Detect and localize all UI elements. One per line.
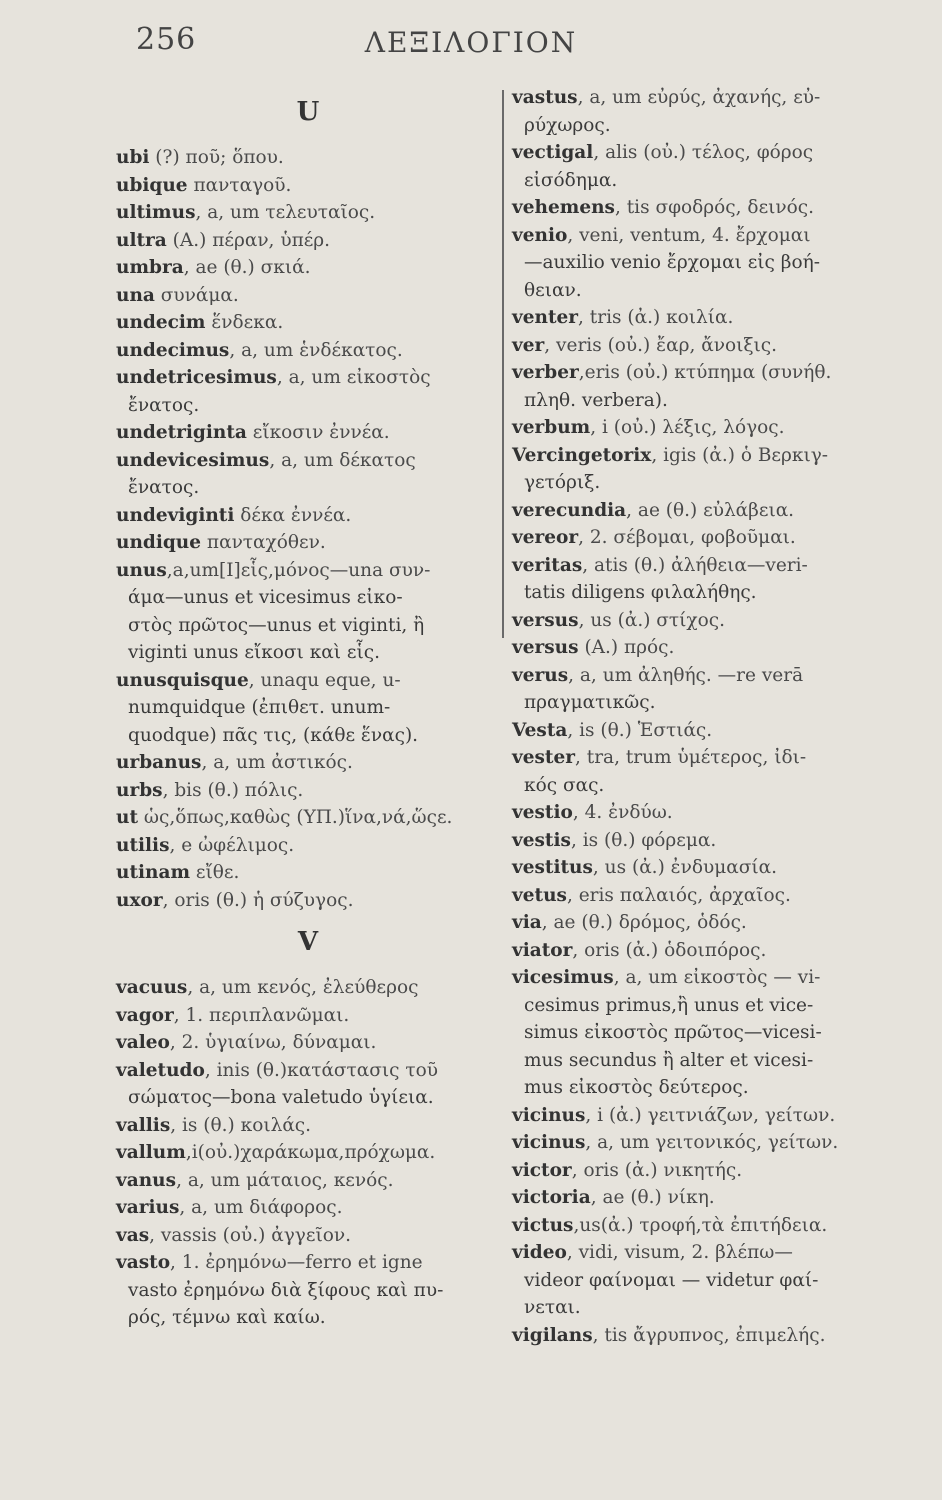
definition: (A.) πέραν, ὑπέρ. (166, 229, 331, 251)
definition-continuation: ρύχωρος. (524, 114, 611, 136)
headword: unusquisque (116, 669, 249, 691)
headword: unus (116, 559, 167, 581)
dictionary-entry (116, 777, 500, 805)
dictionary-entry (512, 1157, 907, 1185)
definition: , vidi, visum, 2. βλέπω— (566, 1242, 793, 1263)
definition: , a, um εἰκοστὸς — vi- (613, 967, 821, 988)
definition-continuation: πραγματικῶς. (524, 692, 656, 713)
dictionary-entry (116, 502, 500, 530)
headword: undeviginti (116, 504, 235, 526)
dictionary-entry (512, 827, 907, 855)
headword: ut (116, 807, 138, 828)
definition: , tis ἄγρυπνος, ἐπιμελής. (592, 1324, 826, 1346)
dictionary-entry (116, 557, 500, 667)
dictionary-entry (116, 887, 500, 915)
headword: vas (116, 1224, 150, 1246)
headword: veritas (512, 554, 583, 576)
definition: ,us(ἀ.) τροφή,τὰ ἐπιτήδεια. (573, 1214, 828, 1236)
dictionary-entry (116, 172, 500, 200)
dictionary-entry (512, 1102, 907, 1130)
dictionary-entry (116, 447, 500, 502)
definition: , us (ἀ.) στίχος. (578, 609, 726, 631)
dictionary-entry (512, 909, 907, 937)
headword: vicinus (512, 1132, 586, 1153)
dictionary-entry (512, 414, 907, 442)
definition: , a, um εἰκοστὸς (276, 367, 431, 388)
headword: vereor (512, 527, 579, 548)
dictionary-entry (116, 144, 500, 172)
definition: εἴθε. (190, 862, 240, 883)
definition: , a, um ἀληθής. —re verā (568, 664, 804, 686)
definition: , bis (θ.) πόλις. (162, 779, 304, 801)
headword: ubi (116, 147, 150, 168)
dictionary-entry (116, 859, 500, 887)
definition: συνάμα. (154, 284, 239, 306)
headword: verbum (512, 417, 591, 438)
dictionary-entry (116, 974, 500, 1002)
headword: vacuus (116, 977, 188, 998)
definition-continuation: ἔνατος. (128, 394, 200, 416)
dictionary-entry (116, 1112, 500, 1140)
dictionary-entry (116, 832, 500, 860)
definition-continuation: πληθ. verbera). (524, 389, 668, 411)
dictionary-entry (512, 854, 907, 882)
definition: δέκα ἐννέα. (234, 504, 352, 526)
definition: , atis (θ.) ἀλήθεια—veri- (582, 554, 808, 576)
definition: , e ὠφέλιμος. (169, 834, 295, 856)
dictionary-entry (116, 529, 500, 557)
headword: versus (512, 609, 579, 631)
dictionary-entry (116, 1029, 500, 1057)
dictionary-entry (512, 524, 907, 552)
dictionary-entry (512, 222, 907, 305)
column-divider (502, 90, 504, 638)
running-head: ΛΕΞΙΛΟΓΙΟΝ (364, 26, 578, 59)
definition: , veris (οὐ.) ἔαρ, ἄνοιξις. (544, 334, 778, 356)
definition: , a, um δέκατος (269, 449, 416, 471)
definition: , 1. περιπλανῶμαι. (173, 1004, 350, 1026)
definition-continuation: άμα—unus et vicesimus εἰκο- (128, 587, 403, 608)
headword: undecim (116, 312, 206, 333)
headword: utinam (116, 862, 191, 883)
dictionary-entry (116, 419, 500, 447)
definition-continuation: θειαν. (524, 279, 582, 301)
headword: vigilans (512, 1324, 593, 1346)
headword: vestio (512, 802, 573, 823)
definition: , inis (θ.)κατάστασις τοῦ (204, 1059, 439, 1081)
definition: , oris (θ.) ἡ σύζυγος. (162, 889, 354, 911)
dictionary-entry (512, 964, 907, 1102)
definition: , i (οὐ.) λέξις, λόγος. (590, 417, 785, 438)
definition: , alis (οὐ.) τέλος, φόρος (593, 142, 814, 163)
definition: , a, um διάφορος. (179, 1197, 343, 1218)
definition: , ae (θ.) νίκη. (590, 1187, 715, 1208)
definition: , unaqu eque, u- (248, 669, 401, 691)
dictionary-entry (116, 1057, 500, 1112)
dictionary-entry (512, 194, 907, 222)
definition: , a, um γειτονικός, γείτων. (585, 1132, 839, 1153)
definition: πανταχόθεν. (201, 532, 326, 553)
definition: , us (ἀ.) ἐνδυμασία. (592, 857, 777, 878)
definition-continuation: cesimus primus,ἢ unus et vice- (524, 994, 814, 1016)
definition: (?) ποῦ; ὅπου. (149, 147, 284, 168)
headword: utilis (116, 834, 170, 856)
dictionary-entry (512, 552, 907, 607)
headword: vectigal (512, 142, 594, 163)
dictionary-entry (512, 442, 907, 497)
headword: undetricesimus (116, 367, 277, 388)
headword: valetudo (116, 1059, 205, 1081)
dictionary-entry (116, 199, 500, 227)
definition: , tis σφοδρός, δεινός. (614, 197, 815, 218)
headword: varius (116, 1197, 180, 1218)
definition: , a, um μάταιος, κενός. (176, 1169, 394, 1191)
headword: vallis (116, 1114, 171, 1136)
definition: , ae (θ.) δρόμος, ὁδός. (541, 912, 747, 933)
headword: Vercingetorix (512, 444, 652, 466)
dictionary-entry (512, 1129, 907, 1157)
definition-continuation: —auxilio venio ἔρχομαι εἰς βοή- (524, 252, 820, 273)
definition: , 1. ἐρημόνω—ferro et igne (170, 1252, 423, 1273)
headword: versus (512, 637, 579, 658)
headword: valeo (116, 1032, 170, 1053)
definition: , 2. σέβομαι, φοβοῦμαι. (578, 527, 796, 548)
headword: verus (512, 664, 569, 686)
headword: vallum (116, 1142, 186, 1163)
definition-continuation: κός σας. (524, 774, 605, 796)
headword: vetus (512, 884, 567, 906)
definition-continuation: σώματος—bona valetudo ὑγίεια. (128, 1087, 434, 1108)
dictionary-entry (512, 744, 907, 799)
definition: ,eris (οὐ.) κτύπημα (συνήθ. (578, 362, 832, 383)
dictionary-entry (116, 282, 500, 310)
section-letter: U (296, 97, 320, 127)
dictionary-entry (116, 1222, 500, 1250)
dictionary-entry (512, 1322, 907, 1350)
headword: undevicesimus (116, 449, 270, 471)
dictionary-entry (116, 1139, 500, 1167)
dictionary-entry (116, 1167, 500, 1195)
definition: , 2. ὑγιαίνω, δύναμαι. (169, 1032, 377, 1053)
definition: , ae (θ.) εὐλάβεια. (626, 499, 795, 521)
dictionary-entry (116, 1194, 500, 1222)
headword: via (512, 912, 542, 933)
headword: vestis (512, 829, 571, 851)
headword: verecundia (512, 499, 627, 521)
definition-continuation: εἰσόδημα. (524, 169, 618, 191)
definition: , a, um κενός, ἐλεύθερος (187, 977, 419, 998)
dictionary-entry (116, 254, 500, 282)
definition-continuation: ἔνατος. (128, 477, 200, 498)
headword: vestitus (512, 857, 593, 878)
headword: viator (512, 939, 573, 961)
definition: , vassis (οὐ.) ἀγγεῖον. (149, 1224, 351, 1246)
definition: ἕνδεκα. (205, 312, 284, 333)
dictionary-entry (512, 304, 907, 332)
definition: ,a,um[I]εἷς,μόνος—una συν- (166, 559, 431, 581)
definition-continuation: γετόριξ. (524, 472, 601, 493)
dictionary-entry (116, 1249, 500, 1332)
definition-continuation: viginti unus εἴκοσι καὶ εἷς. (128, 642, 380, 663)
headword: uxor (116, 889, 163, 911)
headword: ultra (116, 229, 167, 251)
definition-continuation: νεται. (524, 1297, 581, 1318)
dictionary-entry (512, 497, 907, 525)
headword: venter (512, 307, 579, 328)
page-number: 256 (136, 22, 197, 57)
dictionary-entry (512, 607, 907, 635)
dictionary-entry (116, 749, 500, 777)
dictionary-entry (116, 227, 500, 255)
dictionary-entry (116, 1002, 500, 1030)
definition: , oris (ἀ.) ὁδοιπόρος. (572, 939, 767, 961)
headword: undetriginta (116, 422, 247, 443)
headword: victor (512, 1159, 572, 1181)
section-letter: V (297, 927, 319, 957)
dictionary-entry (116, 804, 500, 832)
definition: , veni, ventum, 4. ἔρχομαι (567, 224, 811, 246)
definition-continuation: στὸς πρῶτος—unus et viginti, ἢ (128, 614, 425, 636)
dictionary-entry (512, 332, 907, 360)
definition: , is (θ.) Ἑστιάς. (567, 719, 713, 741)
definition: ,i(οὐ.)χαράκωμα,πρόχωμα. (185, 1142, 436, 1163)
headword: vester (512, 747, 575, 768)
dictionary-entry (512, 662, 907, 717)
headword: vastus (512, 87, 578, 108)
definition: εἴκοσιν ἐννέα. (246, 422, 390, 443)
dictionary-entry (512, 139, 907, 194)
definition: , i (ἀ.) γειτνιάζων, γείτων. (585, 1104, 836, 1126)
definition: , is (θ.) κοιλάς. (170, 1114, 312, 1136)
definition: , a, um ἑνδέκατος. (229, 339, 403, 361)
headword: vagor (116, 1004, 174, 1026)
definition: , tra, trum ὑμέτερος, ἰδι- (575, 747, 807, 768)
headword: undecimus (116, 339, 230, 361)
right-column (512, 84, 907, 1349)
headword: vehemens (512, 197, 615, 218)
headword: umbra (116, 257, 184, 278)
headword: victoria (512, 1187, 591, 1208)
dictionary-entry (512, 717, 907, 745)
dictionary-entry (512, 1212, 907, 1240)
definition: , igis (ἀ.) ὁ Βερκιγ- (651, 444, 829, 466)
headword: vanus (116, 1169, 177, 1191)
definition: ὡς,ὅπως,καθὼς (ΥΠ.)ἵνα,νά,ὥςε. (138, 807, 453, 828)
headword: una (116, 284, 155, 306)
headword: ver (512, 334, 545, 356)
headword: vasto (116, 1252, 171, 1273)
definition: , a, um ἀστικός. (201, 752, 353, 773)
definition: , eris παλαιός, ἀρχαῖος. (566, 884, 791, 906)
dictionary-entry (512, 634, 907, 662)
definition-continuation: mus εἰκοστὸς δεύτερος. (524, 1077, 749, 1098)
definition: , a, um εὐρύς, ἀχανής, εὐ- (577, 87, 821, 108)
dictionary-entry (512, 882, 907, 910)
definition: , oris (ἀ.) νικητής. (571, 1159, 743, 1181)
dictionary-entry (512, 359, 907, 414)
headword: ubique (116, 174, 188, 196)
headword: vicinus (512, 1104, 586, 1126)
definition: , a, um τελευταῖος. (195, 202, 376, 223)
definition: (A.) πρός. (578, 637, 675, 658)
headword: urbs (116, 779, 163, 801)
definition-continuation: vasto ἐρημόνω διὰ ξίφους καὶ πυ- (128, 1279, 444, 1301)
headword: victus (512, 1214, 574, 1236)
headword: video (512, 1242, 567, 1263)
headword: Vesta (512, 719, 568, 741)
definition-continuation: mus secundus ἢ alter et vicesi- (524, 1049, 814, 1071)
definition: , ae (θ.) σκιά. (183, 257, 311, 278)
headword: urbanus (116, 752, 202, 773)
definition: , tris (ἀ.) κοιλία. (578, 307, 734, 328)
headword: ultimus (116, 202, 196, 223)
headword: vicesimus (512, 967, 614, 988)
definition: πανταγοῦ. (187, 174, 292, 196)
definition: , 4. ἐνδύω. (572, 802, 673, 823)
left-column (116, 84, 500, 1332)
definition: , is (θ.) φόρεμα. (570, 829, 717, 851)
dictionary-entry (512, 799, 907, 827)
dictionary-entry (116, 667, 500, 750)
dictionary-entry (116, 364, 500, 419)
definition-continuation: numquidque (ἐπιθετ. unum- (128, 697, 391, 718)
dictionary-entry (512, 84, 907, 139)
definition-continuation: tatis diligens φιλαλήθης. (524, 582, 757, 603)
headword: venio (512, 224, 568, 246)
definition-continuation: simus εἰκοστὸς πρῶτος—vicesi- (524, 1022, 822, 1043)
dictionary-entry (116, 337, 500, 365)
dictionary-entry (512, 937, 907, 965)
headword: verber (512, 362, 579, 383)
dictionary-entry (512, 1239, 907, 1322)
dictionary-entry (512, 1184, 907, 1212)
definition-continuation: videor φαίνομαι — videtur φαί- (524, 1269, 819, 1291)
definition-continuation: quodque) πᾶς τις, (κάθε ἕνας). (128, 724, 419, 746)
definition-continuation: ρός, τέμνω καὶ καίω. (128, 1307, 326, 1328)
dictionary-entry (116, 309, 500, 337)
headword: undique (116, 532, 202, 553)
